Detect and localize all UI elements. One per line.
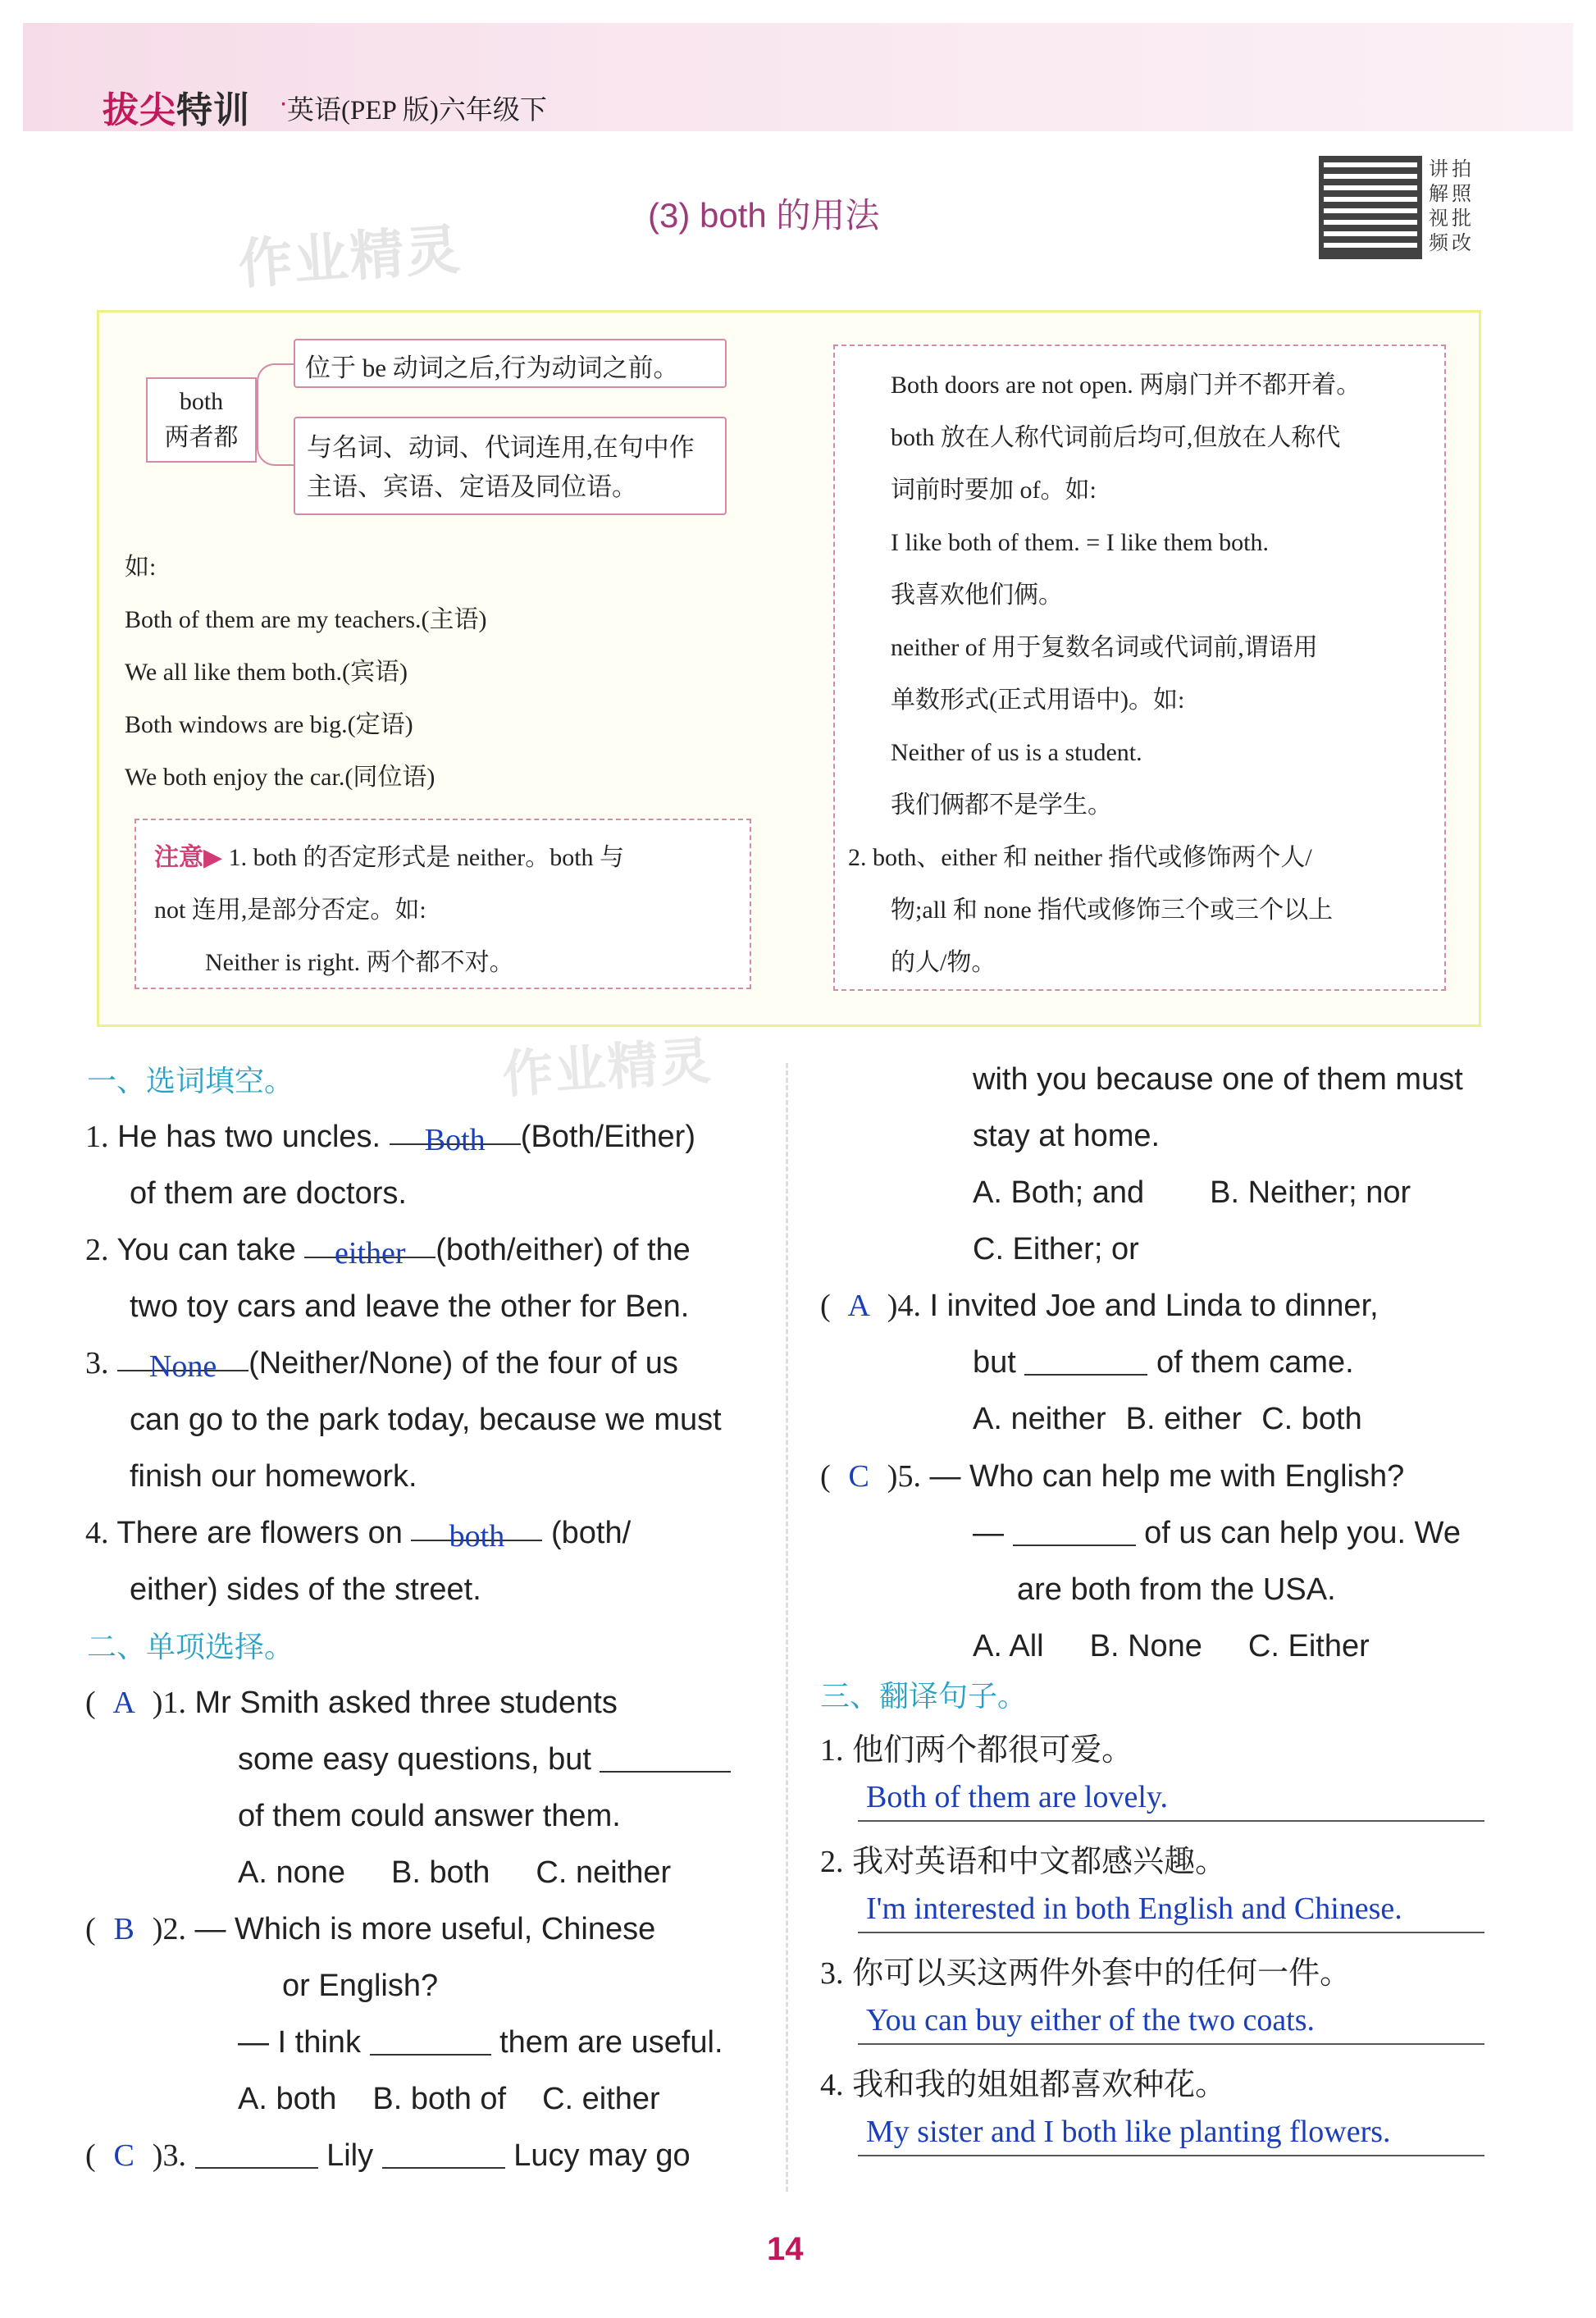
part3-heading: 三、翻译句子。 bbox=[820, 1679, 1028, 1713]
both-concept-box: both 两者都 bbox=[146, 377, 257, 463]
answer-blank[interactable] bbox=[370, 2023, 491, 2056]
choice-answer[interactable]: A bbox=[847, 1289, 870, 1323]
choice-question-1: ( A )1. Mr Smith asked three students some easy questions, but of them could answer them. A. none B. both C. neither bbox=[85, 1675, 766, 1901]
answer-blank[interactable] bbox=[382, 2136, 505, 2169]
fill-question-2: 2. You can take either (both/either) of the two toy cars and leave the other for Ben. bbox=[85, 1222, 766, 1335]
watermark: 作业精灵 bbox=[500, 1033, 714, 1104]
note-box-left: 注意▶ 1. both 的否定形式是 neither。both 与 not 连用,是部分否定。如: Neither is right. 两个都不对。 bbox=[135, 819, 751, 989]
choice-question-3-cont: with you because one of them must stay at home. A. Both; and B. Neither; nor C. Either; or bbox=[973, 1062, 1463, 1266]
note-box-right: Both doors are not open. 两扇门并不都开着。 both 放在人称代词前后均可,但放在人称代 词前时要加 of。如: I like both of them. = I like them both. 我喜欢他们俩。 neither of 用于复数名词或代词前,谓语用 单数形式(正式用语中)。如: Neither of us is a student. 我们俩都不是学生。 2. both、either 和 neither 指代或修饰两个人/ 物;all 和 none 指代或修饰三个或三个以上 的人/物。 bbox=[833, 345, 1446, 991]
choice-question-2: ( B )2. — Which is more useful, Chinese or English? — I think them are useful. A. both B. both of C. either bbox=[85, 1901, 766, 2128]
choice-answer[interactable]: B bbox=[113, 1912, 135, 1946]
translation-item-4: 4. 我和我的姐姐都喜欢种花。 My sister and I both like planting flowers. bbox=[820, 2057, 1501, 2156]
watermark: 作业精灵 bbox=[236, 218, 463, 295]
page-number: 14 bbox=[767, 2231, 804, 2267]
answer-blank[interactable]: Both bbox=[390, 1112, 521, 1145]
qr-caption: 讲 拍 解 照 视 批 频 改 bbox=[1429, 158, 1471, 254]
fill-question-4: 4. There are flowers on both (both/ either) sides of the street. bbox=[85, 1505, 766, 1618]
qr-code-icon[interactable] bbox=[1319, 156, 1422, 259]
connector-line bbox=[257, 420, 294, 466]
translation-item-1: 1. 他们两个都很可爱。 Both of them are lovely. bbox=[820, 1723, 1501, 1822]
translation-answer[interactable]: Both of them are lovely. bbox=[858, 1779, 1484, 1822]
answer-blank[interactable]: both bbox=[411, 1508, 542, 1541]
part1-heading: 一、选词填空。 bbox=[87, 1064, 294, 1097]
brand-logo: 拔尖特训 bbox=[103, 90, 250, 130]
choice-question-5: ( C )5. — Who can help me with English? — of us can help you. We are both from the USA. A. All B. None C. Either bbox=[820, 1449, 1501, 1675]
note-label: 注意 bbox=[154, 844, 203, 871]
page-header-band bbox=[23, 23, 1573, 131]
translation-item-2: 2. 我对英语和中文都感兴趣。 I'm interested in both English and Chinese. bbox=[820, 1834, 1501, 1933]
example-list: 如: Both of them are my teachers.(主语) We all like them both.(宾语) Both windows are big.(定语) We both enjoy the car.(同位语) bbox=[125, 554, 487, 791]
choice-question-3: ( C )3. Lily Lucy may go bbox=[85, 2128, 766, 2184]
fill-question-1: 1. He has two uncles. Both (Both/Either) of them are doctors. bbox=[85, 1109, 766, 1222]
answer-blank[interactable] bbox=[1024, 1343, 1147, 1376]
header-dot: · bbox=[279, 87, 288, 117]
answer-blank[interactable]: None bbox=[117, 1339, 249, 1371]
choice-answer[interactable]: A bbox=[112, 1686, 135, 1720]
answer-blank[interactable] bbox=[195, 2136, 318, 2169]
answer-blank[interactable] bbox=[1013, 1513, 1136, 1546]
column-divider bbox=[786, 1063, 788, 2192]
play-arrow-icon: ▶ bbox=[203, 844, 223, 871]
choice-answer[interactable]: C bbox=[848, 1459, 869, 1494]
choice-answer[interactable]: C bbox=[113, 2138, 135, 2173]
answer-blank[interactable]: either bbox=[304, 1225, 435, 1258]
header-subtitle: 英语(PEP 版)六年级下 bbox=[287, 96, 547, 125]
section-title: (3) both 的用法 bbox=[648, 196, 880, 235]
choice-question-4: ( A )4. I invited Joe and Linda to dinner, but of them came. A. neither B. either C. both bbox=[820, 1278, 1501, 1448]
branch-position: 位于 be 动词之后,行为动词之前。 bbox=[294, 339, 727, 388]
connector-line bbox=[257, 363, 294, 420]
fill-question-3: 3. None (Neither/None) of the four of us can go to the park today, because we must finish our homework. bbox=[85, 1335, 766, 1505]
translation-answer[interactable]: My sister and I both like planting flowers. bbox=[858, 2114, 1484, 2156]
answer-blank[interactable] bbox=[600, 1740, 731, 1773]
translation-answer[interactable]: You can buy either of the two coats. bbox=[858, 2002, 1484, 2045]
branch-usage: 与名词、动词、代词连用,在句中作主语、宾语、定语及同位语。 bbox=[294, 417, 727, 515]
translation-answer[interactable]: I'm interested in both English and Chinese. bbox=[858, 1891, 1484, 1933]
translation-item-3: 3. 你可以买这两件外套中的任何一件。 You can buy either of the two coats. bbox=[820, 1946, 1501, 2045]
part2-heading: 二、单项选择。 bbox=[87, 1630, 294, 1663]
